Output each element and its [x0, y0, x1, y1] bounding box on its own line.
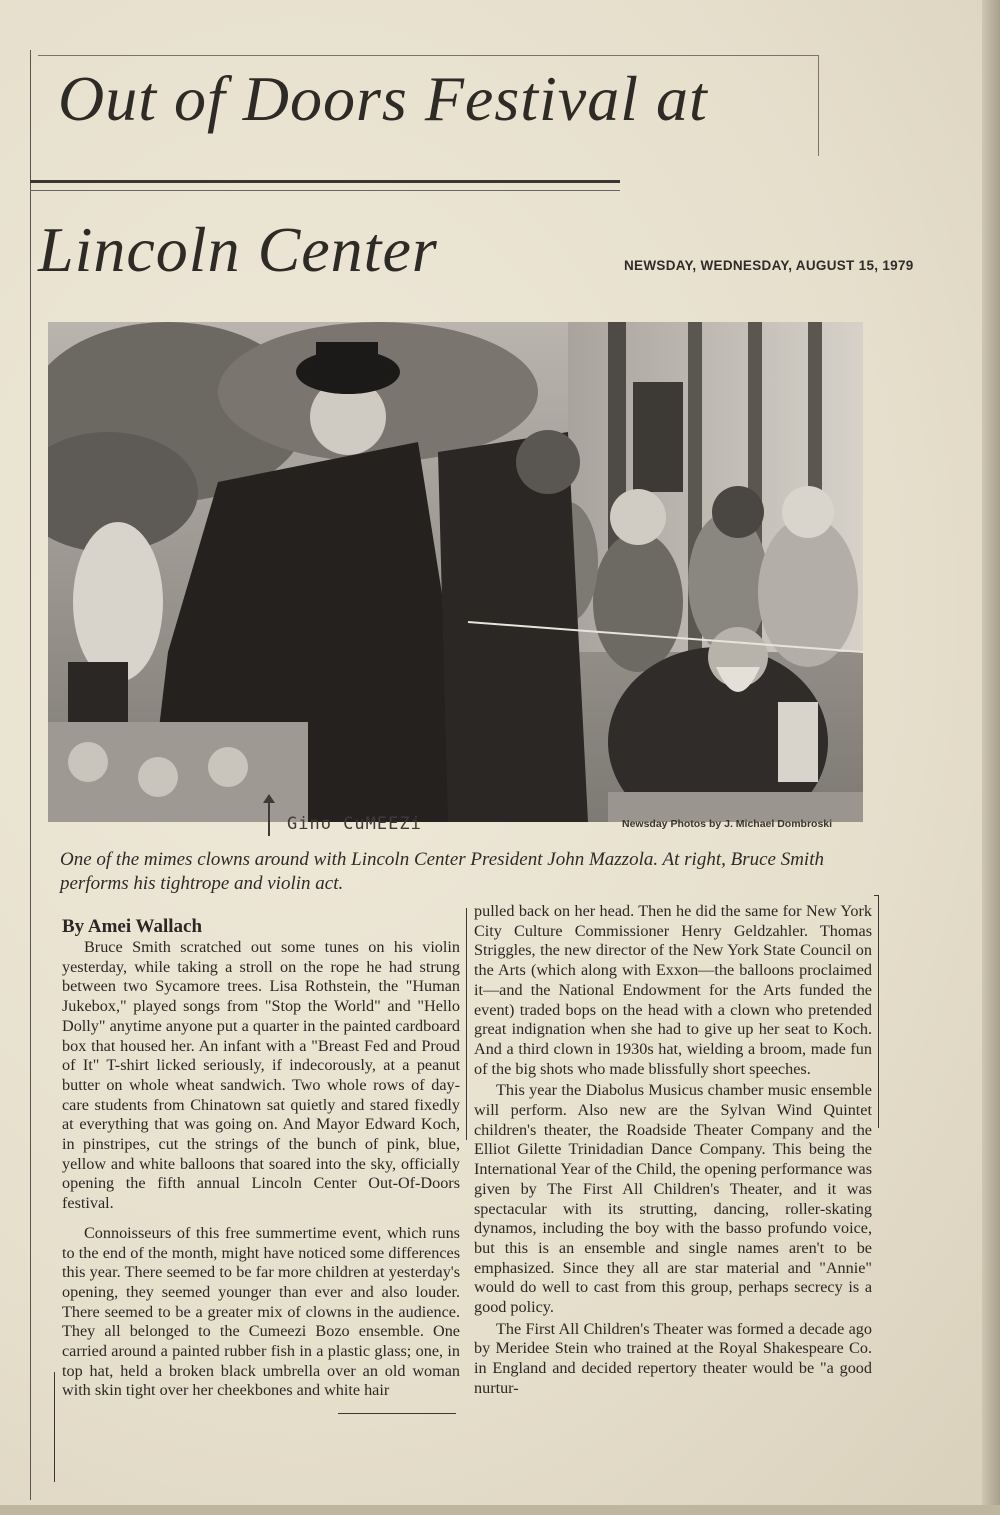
page-edge-shadow	[982, 0, 1000, 1515]
dateline: NEWSDAY, WEDNESDAY, AUGUST 15, 1979	[624, 258, 914, 273]
headline-rule-thin	[30, 190, 620, 191]
article-paragraph: Bruce Smith scratched out some tunes on his violin yesterday, while taking a stroll on the rope he had strung between two Sycamore trees. Lisa Rothstein, the "Human Jukebox," played songs from "Stop the World" and "Hello Dolly" anytime anyone put a quarter in the painted cardboard box that housed her. An infant with a "Breast Fed and Proud of It" T-shirt licked seriously, if indecorously, at a peanut butter on whole wheat sandwich. Two whole rows of day-care students from Chinatown sat quietly and stared fixedly at everything that was going on. And Mayor Edward Koch, in pinstripes, cut the strings of the bunch of pink, blue, yellow and white balloons that soared into the sky, officially opening the fifth annual Lincoln Center Out-Of-Doors festival.	[62, 938, 460, 1213]
pen-bracket-right	[874, 895, 879, 1128]
article-column-1	[62, 938, 460, 1401]
headline-line-1: Out of Doors Festival at	[58, 63, 708, 134]
photo-credit: Newsday Photos by J. Michael Dombroski	[622, 818, 833, 830]
pen-bracket-lower	[54, 1372, 59, 1482]
article-paragraph: pulled back on her head. Then he did the same for New York City Culture Commissioner Henry Geldzahler. Thomas Striggles, the new director of the New York State Council on the Arts (which along with Exxon—the balloons proclaimed it—and the National Endowment for the Arts funded the event) traded bops on the head with a clown who pretended great indignation when she had to give up her seat to Koch. And a third clown in 1930s hat, wielding a broom, made fun of the big shots who made blissfully short speeches.	[474, 902, 872, 1078]
pen-underline	[338, 1413, 456, 1414]
handwritten-arrow	[268, 800, 270, 836]
byline: By Amei Wallach	[62, 916, 203, 937]
headline-line-2: Lincoln Center	[38, 214, 438, 285]
headline-rule	[30, 180, 620, 183]
photo-caption: One of the mimes clowns around with Lincoln Center President John Mazzola. At right, Bruce Smith performs his tightrope and violin act.	[60, 849, 824, 894]
article-column-2	[474, 902, 872, 1399]
news-photo	[48, 322, 863, 822]
article-paragraph: The First All Children's Theater was formed a decade ago by Meridee Stein who trained at the Royal Shakespeare Co. in England and decided repertory theater would be "a good nurtur-	[474, 1319, 872, 1397]
article-paragraph: Connoisseurs of this free summertime event, which runs to the end of the month, might have noticed some differences this year. There seemed to be far more children at yesterday's opening, they seemed younger than ever and also louder. There seemed to be a greater mix of clowns in the audience. They all belonged to the Cumeezi Bozo ensemble. One carried around a painted rubber fish in a plastic glass; one, in top hat, held a broken black umbrella over an old woman with skin tight over her cheekbones and white hair	[62, 1223, 460, 1400]
handwritten-annotation: Gino CuMEEZi	[287, 814, 422, 834]
pen-bracket-left	[466, 908, 471, 1140]
page-bottom-edge	[0, 1505, 1000, 1515]
article-paragraph: This year the Diabolus Musicus chamber music ensemble will perform. Also new are the Sylvan Wind Quintet children's theater, the Roadside Theater Company and the Elliot Gilette Trinidadian Dance Company. This being the International Year of the Child, the opening performance was given by The First All Children's Theater, and it was spectacular with its strutting, dancing, roller-skating dynamos, including the boy with the basso profundo voice, but this is an ensemble and single names aren't to be emphasized. Since they all are star material and "Annie" would do well to cast from this group, perhaps secrecy is a good policy.	[474, 1081, 872, 1317]
photo-illustration	[48, 322, 863, 822]
